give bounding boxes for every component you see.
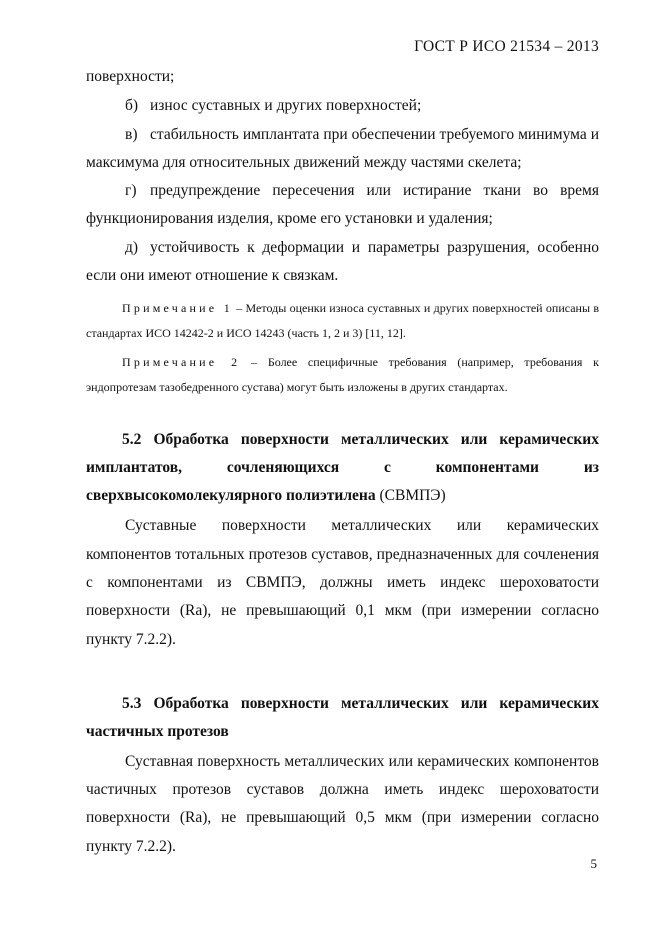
note-label: Примечание 2 [122, 355, 241, 370]
document-header: ГОСТ Р ИСО 21534 – 2013 [414, 38, 599, 55]
note-label: Примечание 1 [122, 301, 233, 316]
list-letter: д) [125, 238, 139, 256]
section-heading-text: 5.2 Обработка поверхности металлических или керамических имплантатов, сочленяющихся с компонентами из сверхвысокомолекулярного полиэтилена [86, 431, 599, 505]
list-item-d [86, 234, 599, 291]
list-text: устойчивость к деформации и параметры разрушения, особенно если они имеют отношение к связкам. [86, 238, 599, 285]
continued-fragment: поверхности; [86, 68, 175, 85]
note-2 [86, 350, 599, 400]
note-text: – Более специфичные требования (например, требования к эндопротезам тазобедренного сустава) могут быть изложены в других стандартах. [86, 355, 600, 395]
list-letter: в) [125, 125, 138, 143]
section-5-2-heading [86, 426, 599, 510]
note-1 [86, 296, 599, 346]
page-content [86, 63, 599, 861]
section-5-3-heading: 5.3 Обработка поверхности металлических или керамических частичных протезов [86, 694, 599, 740]
note-text: – Методы оценки износа суставных и других поверхностей описаны в стандартах ИСО 14242-2 и ИСО 14243 (часть 1, 2 и 3) [11, 12]. [86, 301, 599, 341]
list-text: предупреждение пересечения или истирание ткани во время функционирования изделия, кроме его установки и удаления; [86, 182, 599, 228]
list-text: износ суставных и других поверхностей; [150, 97, 422, 115]
page-number: 5 [590, 856, 597, 871]
list-item-b [86, 92, 599, 120]
list-letter: б) [125, 97, 139, 115]
section-5-2-body: Суставные поверхности металлических или керамических компонентов тотальных протезов суставов, предназначенных для сочленения с компонентами из СВМПЭ, должны иметь индекс шероховатости поверхности (Ra), не превышающий 0,1 мкм (при измерении согласно пункту 7.2.2). [86, 517, 599, 648]
list-item-v [86, 121, 599, 178]
section-heading-abbr: (СВМПЭ) [379, 487, 446, 505]
list-letter: г) [125, 182, 137, 200]
list-item-g [86, 177, 599, 234]
list-text: стабильность имплантата при обеспечении требуемого минимума и максимума для относительных движений между частями скелета; [86, 125, 599, 171]
section-5-3-body: Суставная поверхность металлических или керамических компонентов частичных протезов суставов должна иметь индекс шероховатости поверхности (Ra), не превышающий 0,5 мкм (при измерении согласно пункту 7.2.2). [86, 752, 599, 855]
